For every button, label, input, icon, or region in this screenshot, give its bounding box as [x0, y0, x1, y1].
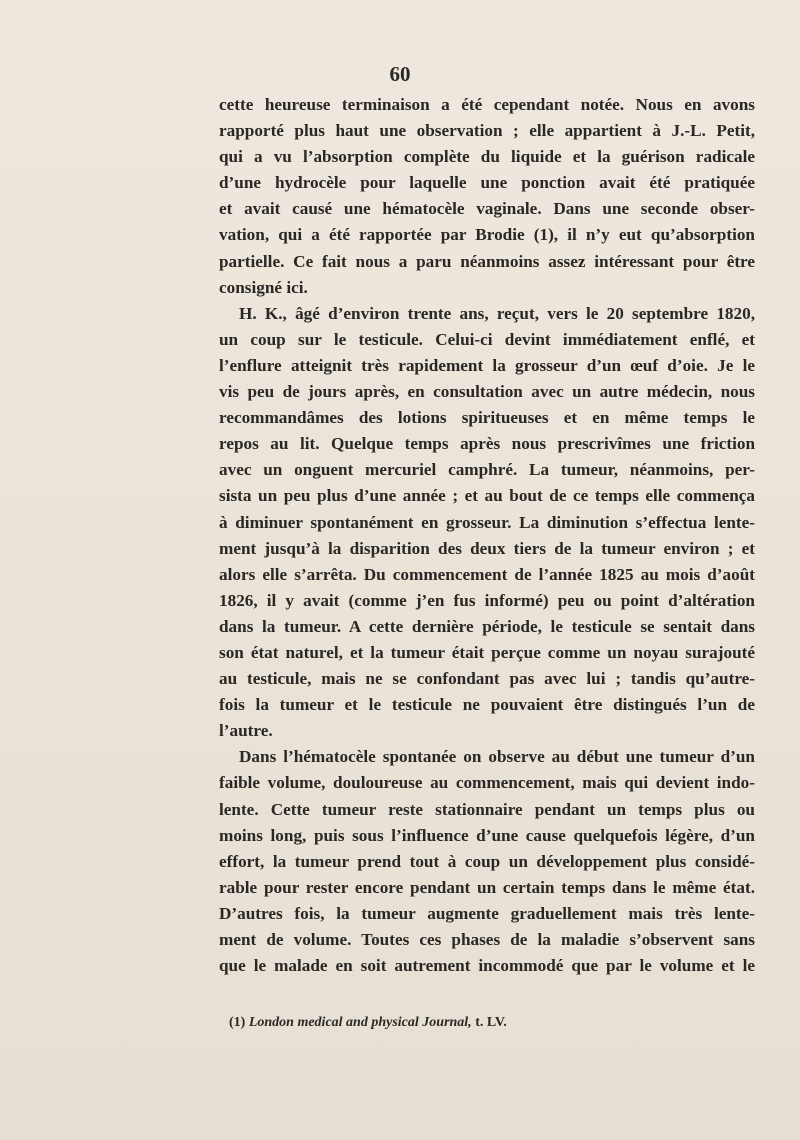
text-line: faible volume, douloureuse au commencement, mais qui devient indo-: [219, 773, 755, 793]
text-line: ment jusqu’à la disparition des deux tiers de la tumeur environ ; et: [219, 538, 755, 558]
body-text: [219, 92, 755, 979]
text-line: l’enflure atteignit très rapidement la grosseur d’un œuf d’oie. Je le: [219, 355, 755, 375]
text-line: partielle. Ce fait nous a paru néanmoins assez intéressant pour être: [219, 251, 755, 271]
text-line: dans la tumeur. A cette dernière période, le testicule se sentait dans: [219, 616, 755, 636]
text-line: ment de volume. Toutes ces phases de la maladie s’observent sans: [219, 930, 755, 949]
footnote-journal: London medical and physical Journal,: [248, 1015, 472, 1030]
text-line: son état naturel, et la tumeur était perçue comme un noyau surajouté: [219, 642, 755, 662]
text-line: alors elle s’arrêta. Du commencement de l’année 1825 au mois d’août: [219, 564, 755, 584]
text-line: au testicule, mais ne se confondant pas avec lui ; tandis qu’autre-: [219, 669, 755, 689]
text-line: à diminuer spontanément en grosseur. La diminution s’effectua lente-: [219, 512, 755, 532]
page-number: 60: [389, 62, 411, 86]
text-line: vation, qui a été rapportée par Brodie (1), il n’y eut qu’absorption: [219, 225, 755, 245]
text-line: rapporté plus haut une observation ; elle appartient à J.-L. Petit,: [219, 121, 755, 141]
text-line: rable pour rester encore pendant un certain temps dans le même état.: [219, 877, 755, 897]
text-line: l’autre.: [219, 721, 273, 741]
text-line: cette heureuse terminaison a été cependant notée. Nous en avons: [219, 95, 755, 114]
text-line: vis peu de jours après, en consultation avec un autre médecin, nous: [219, 382, 755, 402]
footnote: [229, 1014, 749, 1032]
text-line: repos au lit. Quelque temps après nous prescrivîmes une friction: [219, 434, 755, 454]
text-line: et avait causé une hématocèle vaginale. Dans une seconde obser-: [219, 199, 755, 219]
text-line: moins long, puis sous l’influence d’une cause quelquefois légère, d’un: [219, 825, 755, 845]
text-line: lente. Cette tumeur reste stationnaire pendant un temps plus ou: [219, 799, 755, 819]
text-line: H. K., âgé d’environ trente ans, reçut, vers le 20 septembre 1820,: [239, 303, 755, 323]
footnote-reference: t. LV.: [475, 1015, 507, 1030]
text-line: fois la tumeur et le testicule ne pouvaient être distingués l’un de: [219, 695, 755, 715]
text-line: sista un peu plus d’une année ; et au bout de ce temps elle commença: [219, 486, 755, 506]
text-line: Dans l’hématocèle spontanée on observe au début une tumeur d’un: [239, 747, 755, 767]
text-line: D’autres fois, la tumeur augmente graduellement mais très lente-: [219, 903, 755, 923]
text-line: d’une hydrocèle pour laquelle une ponction avait été pratiquée: [219, 173, 755, 193]
footnote-mark: (1): [229, 1015, 246, 1030]
text-line: consigné ici.: [219, 277, 308, 297]
text-line: recommandâmes des lotions spiritueuses et en même temps le: [219, 408, 755, 428]
text-line: 1826, il y avait (comme j’en fus informé) peu ou point d’altération: [219, 590, 755, 610]
text-line: avec un onguent mercuriel camphré. La tumeur, néanmoins, per-: [219, 460, 755, 480]
text-line: qui a vu l’absorption complète du liquide et la guérison radicale: [219, 147, 755, 167]
text-line: effort, la tumeur prend tout à coup un développement plus considé-: [219, 851, 755, 871]
text-line: un coup sur le testicule. Celui-ci devint immédiatement enflé, et: [219, 329, 755, 349]
text-line: que le malade en soit autrement incommodé que par le volume et le: [219, 956, 755, 976]
